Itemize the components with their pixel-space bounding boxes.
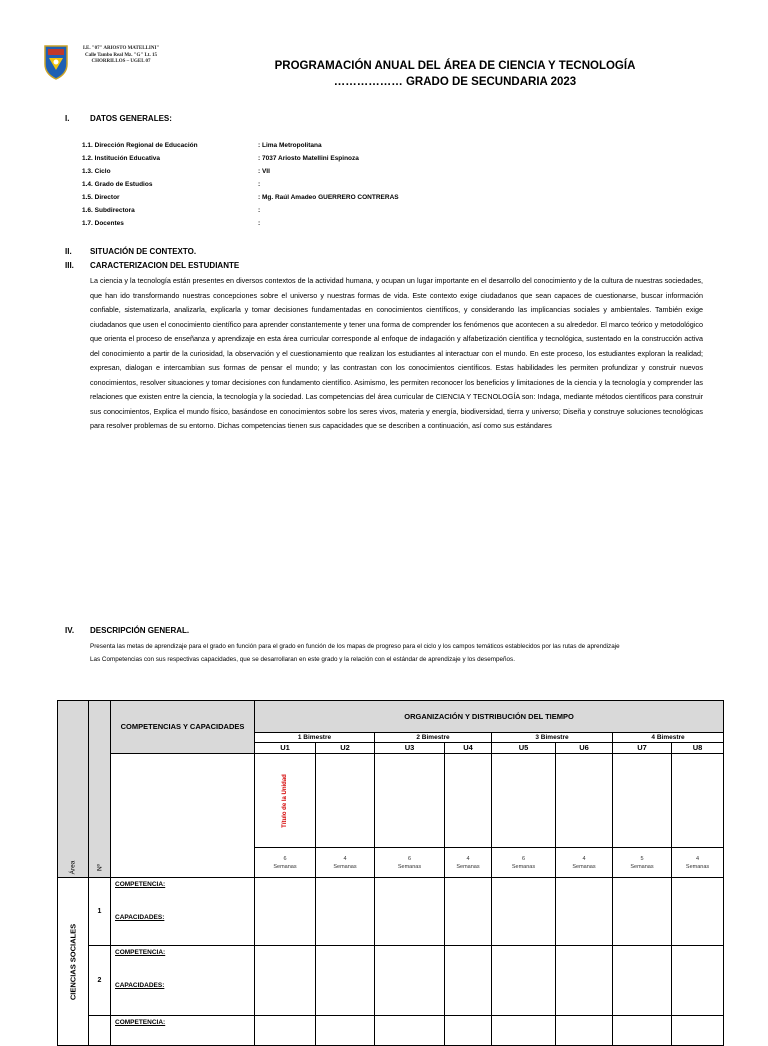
- plan-cell: [672, 946, 724, 1016]
- weeks-number: 6: [407, 855, 412, 862]
- descripcion-paragraph-2: Las Competencias con sus respectivas capacidades, que se desarrollaran en este grado y la relación con el estándar de aprendizaje y los desempeños.: [90, 656, 515, 663]
- page-title-line2: ……………… GRADO DE SECUNDARIA 2023: [333, 76, 577, 88]
- school-logo: [43, 44, 160, 84]
- weeks-label: Semanas: [511, 863, 536, 870]
- datos-value: : 7037 Ariosto Matellini Espinoza: [258, 155, 359, 162]
- plan-cell: [316, 946, 375, 1016]
- plan-cell: [672, 1016, 724, 1046]
- datos-label: 1.1. Dirección Regional de Educación: [82, 142, 198, 149]
- datos-value: : Mg. Raúl Amadeo GUERRERO CONTRERAS: [258, 194, 399, 201]
- weeks-cell: [316, 848, 375, 878]
- plan-cell: [613, 1016, 672, 1046]
- school-crest-icon: [43, 44, 69, 80]
- plan-cell: [672, 878, 724, 946]
- plan-cell: [613, 878, 672, 946]
- section-number: I.: [65, 114, 70, 123]
- datos-label: 1.3. Ciclo: [82, 168, 111, 175]
- plan-cell: [316, 1016, 375, 1046]
- bimestre-header: 2 Bimestre: [375, 733, 492, 743]
- capacidades-label: CAPACIDADES:: [115, 914, 165, 921]
- weeks-label: Semanas: [456, 863, 480, 870]
- weeks-number: 6: [521, 855, 526, 862]
- weeks-cell: [613, 848, 672, 878]
- num-header: Nº: [96, 863, 103, 872]
- area-name-cell: [58, 878, 89, 1046]
- bimestre-header: 1 Bimestre: [255, 733, 375, 743]
- weeks-label: Semanas: [333, 863, 357, 870]
- weeks-cell: [492, 848, 556, 878]
- school-stamp-line2: Calle Tambo Real Mz. "G" Lt. 15: [85, 52, 157, 58]
- capacidades-label: CAPACIDADES:: [115, 982, 165, 989]
- area-header: Área: [69, 860, 77, 875]
- competencia-cell: [111, 878, 255, 946]
- school-stamp-line3: CHORRILLOS – UGEL 07: [91, 59, 151, 64]
- unit-header: U3: [375, 743, 445, 754]
- plan-cell: [255, 946, 316, 1016]
- weeks-number: 6: [283, 855, 287, 862]
- unit-header: U5: [492, 743, 556, 754]
- datos-label: 1.7. Docentes: [82, 220, 124, 227]
- area-name: CIENCIAS SOCIALES: [68, 923, 78, 1000]
- weeks-label: Semanas: [630, 863, 654, 870]
- plan-cell: [492, 946, 556, 1016]
- weeks-label: Semanas: [397, 863, 422, 870]
- datos-value: : VII: [258, 168, 270, 175]
- plan-cell: [255, 1016, 316, 1046]
- num-header-cell: [89, 701, 111, 878]
- weeks-number: 4: [343, 855, 347, 862]
- unit-title-cell: [375, 754, 445, 848]
- plan-cell: [445, 946, 492, 1016]
- unit-title-cell: [255, 754, 316, 848]
- competencias-header-spacer: [111, 754, 255, 878]
- competencia-label: COMPETENCIA:: [115, 1019, 166, 1026]
- unit-title-placeholder: Título de la Unidad: [282, 773, 288, 828]
- page-title: [255, 58, 655, 90]
- plan-cell: [556, 946, 613, 1016]
- weeks-label: Semanas: [572, 863, 596, 870]
- bimestre-header: 4 Bimestre: [613, 733, 724, 743]
- section-number: II.: [65, 247, 72, 256]
- competencia-cell: [111, 1016, 255, 1046]
- table-row: [58, 946, 724, 1016]
- plan-cell: [316, 878, 375, 946]
- weeks-label: Semanas: [273, 863, 297, 870]
- table-row: [58, 878, 724, 946]
- section-number: IV.: [65, 626, 75, 635]
- plan-cell: [375, 878, 445, 946]
- weeks-number: 5: [640, 855, 644, 862]
- row-number: [89, 1016, 111, 1046]
- page-title-line1: PROGRAMACIÓN ANUAL DEL ÁREA DE CIENCIA Y TECNOLOGÍA: [274, 60, 636, 72]
- unit-header: U7: [613, 743, 672, 754]
- unit-header: U2: [316, 743, 375, 754]
- row-number: 2: [89, 946, 111, 1016]
- competencia-label: COMPETENCIA:: [115, 949, 166, 956]
- datos-label: 1.6. Subdirectora: [82, 207, 135, 214]
- plan-cell: [492, 1016, 556, 1046]
- section-heading: DESCRIPCIÓN GENERAL.: [90, 626, 190, 635]
- datos-label: 1.5. Director: [82, 194, 120, 201]
- section-number: III.: [65, 261, 74, 270]
- unit-title-cell: [613, 754, 672, 848]
- caracterizacion-paragraph: La ciencia y la tecnología están presentes en diversos contextos de la actividad humana, y ocupan un lugar importante en el desarrollo del conocimiento y de la cultura de nuestras sociedades, que han ido transformando nuestras concepciones sobre el universo y nuestras formas de vida. Este contexto exige ciudadanos que sean capaces de cuestionarse, buscar información confiable, sistematizarla, analizarla, explicarla y tomar decisiones fundamentadas en conocimientos científicos, y considerando las implicancias sociales y ambientales. También exige ciudadanos que usen el conocimiento científico para aprender constantemente y tener una forma de comprender los fenómenos que acontecen a su alrededor. El marco teórico y metodológico que orienta el proceso de enseñanza y aprendizaje en esta área curricular corresponde al enfoque de indagación y alfabetización científica y tecnológica, sustentado en la construcción activa del conocimiento a partir de la curiosidad, la observación y el cuestionamiento que realizan los estudiantes al interactuar con el mundo. En este proceso, los estudiantes exploran la realidad; expresan, dialogan e intercambian sus formas de pensar el mundo; y las contrastan con los conocimientos científicos. Estas habilidades les permiten profundizar y construir nuevos conocimientos, resolver situaciones y tomar decisiones con fundamento científico. Asimismo, les permiten reconocer los beneficios y limitaciones de la ciencia y la tecnología y comprender las relaciones que existen entre la ciencia, la tecnología y la sociedad. Las competencias del área curricular de CIENCIA Y TECNOLOGÍA son: Indaga, mediante métodos científicos para construir sus conocimientos, Explica el mundo físico, basándose en conocimientos sobre los seres vivos, materia y energía, biodiversidad, tierra y universo; Diseña y construye soluciones tecnológicas para resolver problemas de su entorno. Dichas competencias tienen sus capacidades que se describen a continuación, así como sus estándares: [90, 276, 703, 430]
- bimestre-header: 3 Bimestre: [492, 733, 613, 743]
- datos-value: :: [258, 220, 261, 227]
- unit-title-cell: [672, 754, 724, 848]
- datos-value: :: [258, 181, 261, 188]
- organizacion-header: ORGANIZACIÓN Y DISTRIBUCIÓN DEL TIEMPO: [255, 701, 724, 733]
- competencia-label: COMPETENCIA:: [115, 881, 166, 888]
- unit-header: U8: [672, 743, 724, 754]
- weeks-cell: [375, 848, 445, 878]
- section-heading: DATOS GENERALES:: [90, 114, 172, 123]
- unit-title-cell: [445, 754, 492, 848]
- plan-cell: [255, 878, 316, 946]
- descripcion-paragraph-1: Presenta las metas de aprendizaje para el grado en función para el grado en función de los mapas de progreso para el ciclo y los campos temáticos establecidos por las rutas de aprendizaje: [90, 643, 620, 650]
- datos-value: : Lima Metropolitana: [258, 142, 322, 149]
- unit-title-cell: [556, 754, 613, 848]
- plan-cell: [445, 878, 492, 946]
- school-stamp: [71, 46, 171, 66]
- unit-title-cell: [492, 754, 556, 848]
- weeks-cell: [255, 848, 316, 878]
- weeks-cell: [672, 848, 724, 878]
- row-number: 1: [89, 878, 111, 946]
- weeks-cell: [556, 848, 613, 878]
- section-heading: CARACTERIZACION DEL ESTUDIANTE: [90, 261, 240, 270]
- weeks-label: Semanas: [685, 863, 710, 870]
- weeks-number: 4: [582, 855, 586, 862]
- plan-cell: [556, 878, 613, 946]
- weeks-number: 4: [466, 855, 470, 862]
- unit-header: U4: [445, 743, 492, 754]
- descripcion-general-text: [90, 640, 710, 666]
- plan-cell: [375, 946, 445, 1016]
- datos-value: :: [258, 207, 261, 214]
- programacion-table: [57, 700, 724, 1046]
- plan-cell: [445, 1016, 492, 1046]
- table-row: [58, 1016, 724, 1046]
- competencias-header: COMPETENCIAS Y CAPACIDADES: [111, 701, 255, 754]
- weeks-number: 4: [696, 855, 700, 862]
- datos-label: 1.4. Grado de Estudios: [82, 181, 153, 188]
- unit-header: U1: [255, 743, 316, 754]
- weeks-cell: [445, 848, 492, 878]
- datos-label: 1.2. Institución Educativa: [82, 155, 161, 162]
- plan-cell: [375, 1016, 445, 1046]
- plan-cell: [613, 946, 672, 1016]
- competencia-cell: [111, 946, 255, 1016]
- plan-cell: [492, 878, 556, 946]
- unit-header: U6: [556, 743, 613, 754]
- plan-cell: [556, 1016, 613, 1046]
- area-header-cell: [58, 701, 89, 878]
- school-stamp-line1: I.E. "07" ARIOSTO MATELLINI": [82, 46, 160, 51]
- unit-title-cell: [316, 754, 375, 848]
- section-heading: SITUACIÓN DE CONTEXTO.: [90, 247, 197, 256]
